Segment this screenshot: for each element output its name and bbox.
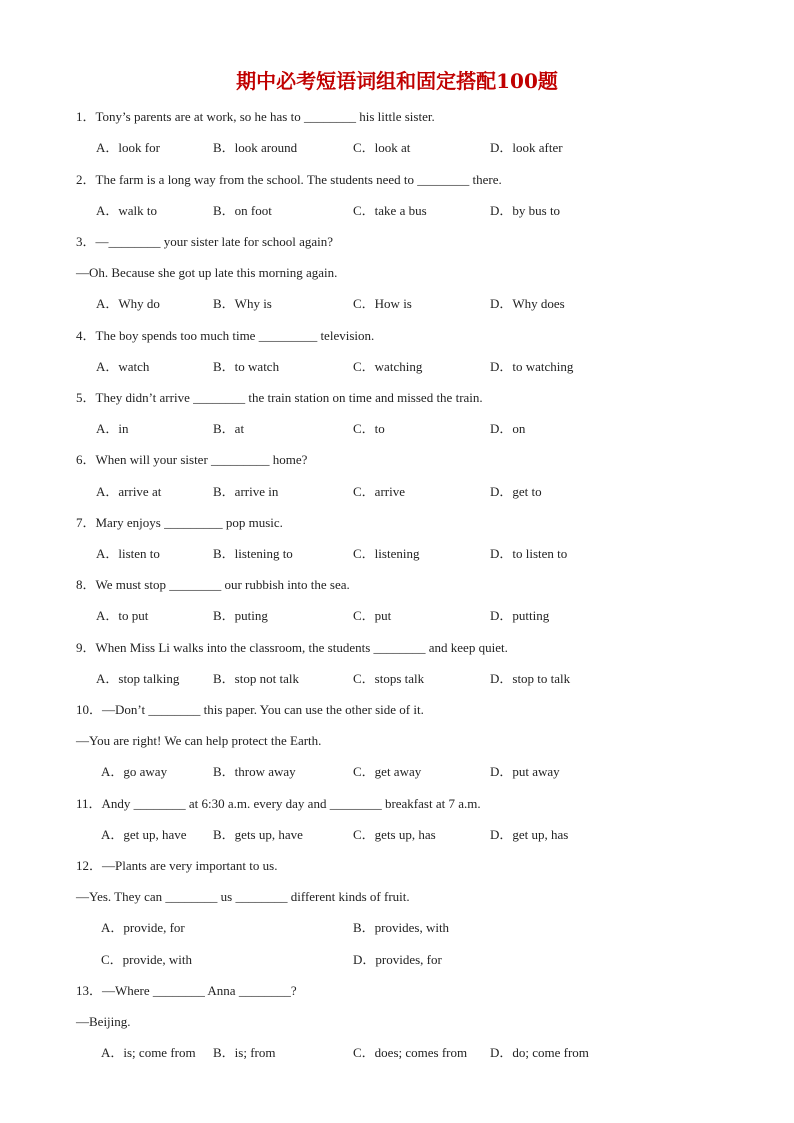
q1-option-a[interactable]: A．look for xyxy=(96,140,160,155)
q11-option-c[interactable]: C．gets up, has xyxy=(353,827,436,842)
q3-option-b[interactable]: B．Why is xyxy=(213,296,272,311)
question-13: 13．—Where ________ Anna ________? xyxy=(76,983,297,998)
q8-option-c[interactable]: C．put xyxy=(353,608,392,623)
q12-option-b[interactable]: B．provides, with xyxy=(353,920,450,935)
question-10: 10．—Don’t ________ this paper. You can use the other side of it. xyxy=(76,702,424,717)
q13-option-b[interactable]: B．is; from xyxy=(213,1045,276,1060)
q11-option-d[interactable]: D．get up, has xyxy=(490,827,569,842)
q7-option-c[interactable]: C．listening xyxy=(353,546,420,561)
q12-option-a[interactable]: A．provide, for xyxy=(101,920,185,935)
question-13-reply: —Beijing. xyxy=(76,1014,131,1029)
question-1: 1．Tony’s parents are at work, so he has to ________ his little sister. xyxy=(76,109,435,124)
q11-option-b[interactable]: B．gets up, have xyxy=(213,827,303,842)
q9-option-c[interactable]: C．stops talk xyxy=(353,671,425,686)
q4-option-c[interactable]: C．watching xyxy=(353,359,423,374)
q2-option-b[interactable]: B．on foot xyxy=(213,203,272,218)
q7-option-a[interactable]: A．listen to xyxy=(96,546,160,561)
q2-option-a[interactable]: A．walk to xyxy=(96,203,158,218)
question-12: 12．—Plants are very important to us. xyxy=(76,858,278,873)
q1-option-b[interactable]: B．look around xyxy=(213,140,298,155)
q8-option-b[interactable]: B．puting xyxy=(213,608,268,623)
question-7: 7．Mary enjoys _________ pop music. xyxy=(76,515,283,530)
question-2: 2．The farm is a long way from the school. The students need to ________ there. xyxy=(76,172,502,187)
question-10-reply: —You are right! We can help protect the Earth. xyxy=(76,733,322,748)
q1-option-d[interactable]: D．look after xyxy=(490,140,563,155)
question-5: 5．They didn’t arrive ________ the train station on time and missed the train. xyxy=(76,390,483,405)
q5-option-b[interactable]: B．at xyxy=(213,421,245,436)
q8-option-a[interactable]: A．to put xyxy=(96,608,149,623)
question-4: 4．The boy spends too much time _________ television. xyxy=(76,328,375,343)
q10-option-b[interactable]: B．throw away xyxy=(213,764,296,779)
q9-option-a[interactable]: A．stop talking xyxy=(96,671,180,686)
q3-option-c[interactable]: C．How is xyxy=(353,296,412,311)
question-9: 9．When Miss Li walks into the classroom, the students ________ and keep quiet. xyxy=(76,640,508,655)
q6-option-b[interactable]: B．arrive in xyxy=(213,484,279,499)
q6-option-a[interactable]: A．arrive at xyxy=(96,484,162,499)
q7-option-b[interactable]: B．listening to xyxy=(213,546,293,561)
q9-option-b[interactable]: B．stop not talk xyxy=(213,671,299,686)
q5-option-d[interactable]: D．on xyxy=(490,421,526,436)
q3-option-a[interactable]: A．Why do xyxy=(96,296,160,311)
q13-option-a[interactable]: A．is; come from xyxy=(101,1045,196,1060)
q4-option-a[interactable]: A．watch xyxy=(96,359,150,374)
q9-option-d[interactable]: D．stop to talk xyxy=(490,671,571,686)
q5-option-a[interactable]: A．in xyxy=(96,421,129,436)
q12-option-d[interactable]: D．provides, for xyxy=(353,952,442,967)
question-3: 3．—________ your sister late for school again? xyxy=(76,234,334,249)
q8-option-d[interactable]: D．putting xyxy=(490,608,550,623)
q10-option-c[interactable]: C．get away xyxy=(353,764,422,779)
q4-option-d[interactable]: D．to watching xyxy=(490,359,574,374)
q11-option-a[interactable]: A．get up, have xyxy=(101,827,187,842)
q3-option-d[interactable]: D．Why does xyxy=(490,296,565,311)
question-8: 8．We must stop ________ our rubbish into the sea. xyxy=(76,577,350,592)
q13-option-d[interactable]: D．do; come from xyxy=(490,1045,589,1060)
q4-option-b[interactable]: B．to watch xyxy=(213,359,280,374)
q6-option-c[interactable]: C．arrive xyxy=(353,484,405,499)
page-title: 期中必考短语词组和固定搭配100题 xyxy=(236,69,558,93)
q2-option-d[interactable]: D．by bus to xyxy=(490,203,561,218)
q7-option-d[interactable]: D．to listen to xyxy=(490,546,568,561)
question-11: 11．Andy ________ at 6:30 a.m. every day and ________ breakfast at 7 a.m. xyxy=(76,796,481,811)
question-6: 6．When will your sister _________ home? xyxy=(76,452,308,467)
q10-option-d[interactable]: D．put away xyxy=(490,764,560,779)
q6-option-d[interactable]: D．get to xyxy=(490,484,542,499)
q2-option-c[interactable]: C．take a bus xyxy=(353,203,427,218)
q10-option-a[interactable]: A．go away xyxy=(101,764,168,779)
question-3-reply: —Oh. Because she got up late this morning again. xyxy=(76,265,338,280)
q13-option-c[interactable]: C．does; comes from xyxy=(353,1045,468,1060)
question-12-reply: —Yes. They can ________ us ________ different kinds of fruit. xyxy=(76,889,410,904)
q1-option-c[interactable]: C．look at xyxy=(353,140,411,155)
q12-option-c[interactable]: C．provide, with xyxy=(101,952,192,967)
q5-option-c[interactable]: C．to xyxy=(353,421,385,436)
